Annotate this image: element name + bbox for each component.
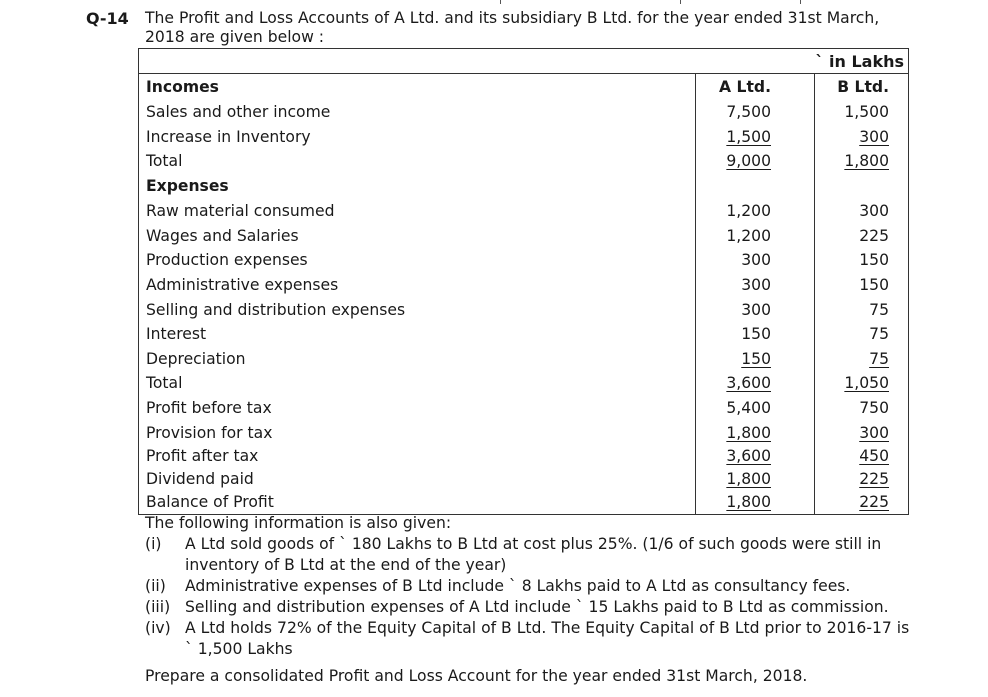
table-header-rule — [139, 73, 908, 74]
header-a-ltd: A Ltd. — [719, 78, 771, 96]
row-a-value: 5,400 — [726, 399, 771, 417]
table-row — [139, 371, 908, 395]
row-label: Provision for tax — [146, 424, 273, 442]
table-row — [139, 125, 908, 149]
info-item-text: Administrative expenses of B Ltd include ` 8 Lakhs paid to A Ltd as consultancy fees. — [185, 577, 851, 595]
row-label: Increase in Inventory — [146, 128, 311, 146]
row-a-value: 1,800 — [726, 470, 771, 488]
row-b-value: 225 — [859, 227, 889, 245]
table-row — [139, 100, 908, 124]
row-a-value: 3,600 — [726, 374, 771, 392]
info-item — [145, 597, 910, 618]
row-a-value: 7,500 — [726, 103, 771, 121]
info-item-number: (iv) — [145, 619, 171, 637]
table-row — [139, 273, 908, 297]
info-item-text: A Ltd sold goods of ` 180 Lakhs to B Ltd at cost plus 25%. (1/6 of such goods were still in inventory of B Ltd at the end of the year) — [185, 535, 882, 574]
table-header-row — [139, 75, 908, 99]
row-label: Production expenses — [146, 251, 308, 269]
row-b-value: 300 — [859, 202, 889, 220]
row-a-value: 1,800 — [726, 424, 771, 442]
row-a-value: 1,800 — [726, 493, 771, 511]
info-item-text: A Ltd holds 72% of the Equity Capital of B Ltd. The Equity Capital of B Ltd prior to 2016-17 is ` 1,500 Lakhs — [185, 619, 910, 658]
row-b-value: 225 — [859, 470, 889, 488]
table-row — [139, 224, 908, 248]
table-row — [139, 490, 908, 514]
table-row — [139, 199, 908, 223]
info-item-number: (ii) — [145, 577, 166, 595]
row-label: Dividend paid — [146, 470, 254, 488]
info-item — [145, 576, 910, 597]
header-incomes: Incomes — [146, 78, 219, 96]
row-a-value: 300 — [741, 276, 771, 294]
info-item-number: (iii) — [145, 598, 171, 616]
table-row — [139, 421, 908, 445]
row-a-value: 1,200 — [726, 202, 771, 220]
row-label: Profit after tax — [146, 447, 259, 465]
row-b-value: 150 — [859, 251, 889, 269]
row-b-value: 750 — [859, 399, 889, 417]
row-b-value: 1,500 — [844, 103, 889, 121]
row-b-value: 1,050 — [844, 374, 889, 392]
question-number: Q-14 — [86, 9, 129, 28]
info-item-text: Selling and distribution expenses of A Ltd include ` 15 Lakhs paid to B Ltd as commission. — [185, 598, 889, 616]
info-item — [145, 534, 910, 576]
instruction-text: Prepare a consolidated Profit and Loss Account for the year ended 31st March, 2018. — [145, 667, 808, 685]
row-label: Profit before tax — [146, 399, 272, 417]
row-b-value: 300 — [859, 128, 889, 146]
table-row — [139, 396, 908, 420]
info-item-number: (i) — [145, 535, 162, 553]
row-b-value: 75 — [869, 325, 889, 343]
profit-loss-table — [138, 48, 909, 515]
table-row — [139, 322, 908, 346]
row-a-value: 300 — [741, 301, 771, 319]
row-a-value: 1,200 — [726, 227, 771, 245]
row-label: Wages and Salaries — [146, 227, 299, 245]
row-b-value: 225 — [859, 493, 889, 511]
info-intro: The following information is also given: — [145, 514, 452, 532]
row-label: Selling and distribution expenses — [146, 301, 406, 319]
table-row — [139, 347, 908, 371]
table-row — [139, 467, 908, 491]
row-b-value: 450 — [859, 447, 889, 465]
row-label: Balance of Profit — [146, 493, 274, 511]
row-label: Interest — [146, 325, 207, 343]
row-a-value: 9,000 — [726, 152, 771, 170]
row-b-value: 300 — [859, 424, 889, 442]
row-b-value: 150 — [859, 276, 889, 294]
header-b-ltd: B Ltd. — [837, 78, 889, 96]
table-row — [139, 149, 908, 173]
row-label: Total — [146, 374, 183, 392]
table-row — [139, 248, 908, 272]
row-b-value: 1,800 — [844, 152, 889, 170]
row-a-value: 300 — [741, 251, 771, 269]
row-a-value: 1,500 — [726, 128, 771, 146]
row-a-value: 3,600 — [726, 447, 771, 465]
row-label: Depreciation — [146, 350, 246, 368]
additional-information — [145, 513, 910, 687]
row-a-value: 150 — [741, 325, 771, 343]
row-b-value: 75 — [869, 301, 889, 319]
row-b-value: 75 — [869, 350, 889, 368]
row-label: Total — [146, 152, 183, 170]
row-label: Sales and other income — [146, 103, 331, 121]
row-label: Raw material consumed — [146, 202, 335, 220]
top-rule — [140, 0, 910, 4]
question-text: The Profit and Loss Accounts of A Ltd. and its subsidiary B Ltd. for the year ended 31st March, 2018 are given below : — [145, 9, 880, 46]
currency-note: ` in Lakhs — [815, 52, 904, 71]
info-item — [145, 618, 910, 660]
row-label: Administrative expenses — [146, 276, 339, 294]
table-row — [139, 444, 908, 468]
row-a-value: 150 — [741, 350, 771, 368]
table-section-row — [139, 174, 908, 198]
table-row — [139, 298, 908, 322]
section-label-expenses: Expenses — [146, 177, 229, 195]
